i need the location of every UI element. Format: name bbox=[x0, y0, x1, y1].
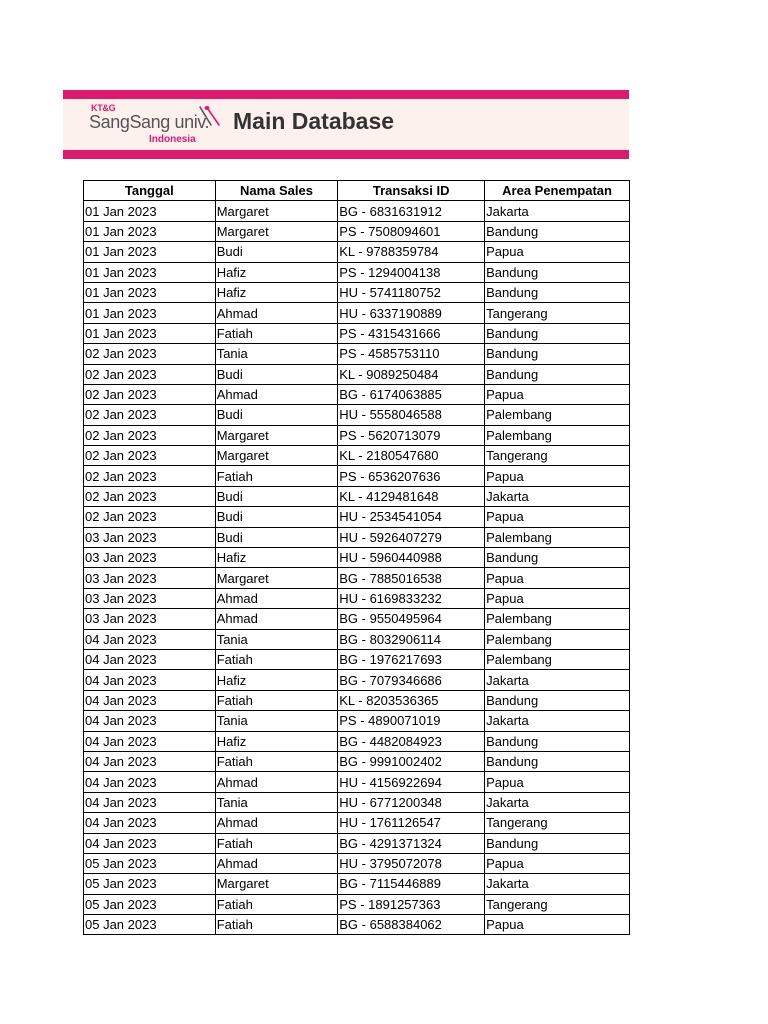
page-title: Main Database bbox=[233, 108, 395, 134]
column-header-tanggal[interactable]: Tanggal bbox=[84, 181, 216, 201]
cell-tanggal[interactable]: 02 Jan 2023 bbox=[84, 364, 216, 384]
cell-transaksi-id[interactable]: KL - 8203536365 bbox=[338, 690, 485, 710]
cell-area-penempatan[interactable]: Papua bbox=[485, 915, 630, 935]
table-row bbox=[84, 548, 630, 568]
cell-area-penempatan[interactable]: Palembang bbox=[485, 425, 630, 445]
cell-tanggal[interactable]: 01 Jan 2023 bbox=[84, 282, 216, 302]
table-row bbox=[84, 323, 630, 343]
header-banner bbox=[63, 90, 629, 159]
cell-tanggal[interactable]: 03 Jan 2023 bbox=[84, 588, 216, 608]
cell-tanggal[interactable]: 04 Jan 2023 bbox=[84, 711, 216, 731]
cell-transaksi-id[interactable]: HU - 5741180752 bbox=[338, 282, 485, 302]
cell-transaksi-id[interactable]: PS - 7508094601 bbox=[338, 221, 485, 241]
cell-area-penempatan[interactable]: Palembang bbox=[485, 527, 630, 547]
cell-transaksi-id[interactable]: PS - 5620713079 bbox=[338, 425, 485, 445]
cell-transaksi-id[interactable]: BG - 6588384062 bbox=[338, 915, 485, 935]
cell-nama-sales[interactable]: Budi bbox=[215, 405, 338, 425]
table-row bbox=[84, 670, 630, 690]
cell-tanggal[interactable]: 01 Jan 2023 bbox=[84, 303, 216, 323]
cell-tanggal[interactable]: 03 Jan 2023 bbox=[84, 548, 216, 568]
cell-nama-sales[interactable]: Hafiz bbox=[215, 548, 338, 568]
cell-nama-sales[interactable]: Ahmad bbox=[215, 853, 338, 873]
cell-nama-sales[interactable]: Ahmad bbox=[215, 772, 338, 792]
cell-transaksi-id[interactable]: KL - 4129481648 bbox=[338, 486, 485, 506]
cell-area-penempatan[interactable]: Papua bbox=[485, 588, 630, 608]
cell-transaksi-id[interactable]: HU - 3795072078 bbox=[338, 853, 485, 873]
cell-transaksi-id[interactable]: KL - 2180547680 bbox=[338, 446, 485, 466]
banner-stripe-bottom bbox=[63, 150, 629, 159]
cell-transaksi-id[interactable]: KL - 9089250484 bbox=[338, 364, 485, 384]
logo-brand: KT&G bbox=[91, 103, 116, 113]
cell-area-penempatan[interactable]: Jakarta bbox=[485, 711, 630, 731]
table-row bbox=[84, 282, 630, 302]
cell-transaksi-id[interactable]: PS - 4585753110 bbox=[338, 344, 485, 364]
sangsang-univ-logo bbox=[89, 103, 229, 147]
cell-transaksi-id[interactable]: HU - 6169833232 bbox=[338, 588, 485, 608]
column-header-nama-sales[interactable]: Nama Sales bbox=[215, 181, 338, 201]
cell-area-penempatan[interactable]: Palembang bbox=[485, 649, 630, 669]
cell-nama-sales[interactable]: Fatiah bbox=[215, 833, 338, 853]
cell-tanggal[interactable]: 01 Jan 2023 bbox=[84, 323, 216, 343]
cell-nama-sales[interactable]: Hafiz bbox=[215, 670, 338, 690]
table-row bbox=[84, 446, 630, 466]
cell-nama-sales[interactable]: Tania bbox=[215, 629, 338, 649]
cell-transaksi-id[interactable]: HU - 4156922694 bbox=[338, 772, 485, 792]
cell-nama-sales[interactable]: Fatiah bbox=[215, 915, 338, 935]
cell-area-penempatan[interactable]: Palembang bbox=[485, 405, 630, 425]
cell-nama-sales[interactable]: Fatiah bbox=[215, 751, 338, 771]
cell-area-penempatan[interactable]: Papua bbox=[485, 242, 630, 262]
table-header-row bbox=[84, 181, 630, 201]
logo-sub: Indonesia bbox=[149, 134, 196, 145]
table-row bbox=[84, 690, 630, 710]
cell-transaksi-id[interactable]: HU - 2534541054 bbox=[338, 507, 485, 527]
cell-area-penempatan[interactable]: Jakarta bbox=[485, 486, 630, 506]
cell-tanggal[interactable]: 01 Jan 2023 bbox=[84, 262, 216, 282]
cell-transaksi-id[interactable]: BG - 7885016538 bbox=[338, 568, 485, 588]
table-row bbox=[84, 711, 630, 731]
cell-tanggal[interactable]: 04 Jan 2023 bbox=[84, 690, 216, 710]
table-row bbox=[84, 792, 630, 812]
cell-area-penempatan[interactable]: Tangerang bbox=[485, 446, 630, 466]
cell-tanggal[interactable]: 05 Jan 2023 bbox=[84, 894, 216, 914]
cell-transaksi-id[interactable]: BG - 1976217693 bbox=[338, 649, 485, 669]
cell-transaksi-id[interactable]: PS - 6536207636 bbox=[338, 466, 485, 486]
table-row bbox=[84, 629, 630, 649]
column-header-area-penempatan[interactable]: Area Penempatan bbox=[485, 181, 630, 201]
cell-tanggal[interactable]: 04 Jan 2023 bbox=[84, 670, 216, 690]
cell-area-penempatan[interactable]: Papua bbox=[485, 568, 630, 588]
cell-nama-sales[interactable]: Hafiz bbox=[215, 262, 338, 282]
logo-name: SangSang univ. bbox=[89, 112, 210, 132]
cell-transaksi-id[interactable]: BG - 6174063885 bbox=[338, 384, 485, 404]
cell-transaksi-id[interactable]: HU - 5926407279 bbox=[338, 527, 485, 547]
cell-tanggal[interactable]: 02 Jan 2023 bbox=[84, 344, 216, 364]
cell-nama-sales[interactable]: Margaret bbox=[215, 874, 338, 894]
cell-tanggal[interactable]: 02 Jan 2023 bbox=[84, 425, 216, 445]
cell-transaksi-id[interactable]: BG - 7079346686 bbox=[338, 670, 485, 690]
table-row bbox=[84, 853, 630, 873]
cell-nama-sales[interactable]: Fatiah bbox=[215, 894, 338, 914]
cell-tanggal[interactable]: 04 Jan 2023 bbox=[84, 751, 216, 771]
cell-nama-sales[interactable]: Margaret bbox=[215, 201, 338, 221]
cell-nama-sales[interactable]: Fatiah bbox=[215, 466, 338, 486]
cell-area-penempatan[interactable]: Papua bbox=[485, 772, 630, 792]
cell-transaksi-id[interactable]: PS - 1294004138 bbox=[338, 262, 485, 282]
cell-area-penempatan[interactable]: Papua bbox=[485, 507, 630, 527]
cell-nama-sales[interactable]: Ahmad bbox=[215, 609, 338, 629]
cell-transaksi-id[interactable]: HU - 6771200348 bbox=[338, 792, 485, 812]
cell-area-penempatan[interactable]: Papua bbox=[485, 384, 630, 404]
cell-transaksi-id[interactable]: KL - 9788359784 bbox=[338, 242, 485, 262]
cell-area-penempatan[interactable]: Bandung bbox=[485, 751, 630, 771]
cell-area-penempatan[interactable]: Bandung bbox=[485, 344, 630, 364]
cell-transaksi-id[interactable]: PS - 1891257363 bbox=[338, 894, 485, 914]
cell-nama-sales[interactable]: Margaret bbox=[215, 568, 338, 588]
table-row bbox=[84, 201, 630, 221]
table-row bbox=[84, 221, 630, 241]
cell-nama-sales[interactable]: Ahmad bbox=[215, 384, 338, 404]
table-row bbox=[84, 915, 630, 935]
table-row bbox=[84, 364, 630, 384]
cell-transaksi-id[interactable]: BG - 9550495964 bbox=[338, 609, 485, 629]
cell-tanggal[interactable]: 02 Jan 2023 bbox=[84, 446, 216, 466]
cell-nama-sales[interactable]: Budi bbox=[215, 507, 338, 527]
table-row bbox=[84, 486, 630, 506]
cell-tanggal[interactable]: 04 Jan 2023 bbox=[84, 629, 216, 649]
cell-nama-sales[interactable]: Hafiz bbox=[215, 731, 338, 751]
cell-tanggal[interactable]: 03 Jan 2023 bbox=[84, 568, 216, 588]
cell-tanggal[interactable]: 03 Jan 2023 bbox=[84, 609, 216, 629]
cell-nama-sales[interactable]: Budi bbox=[215, 527, 338, 547]
cell-tanggal[interactable]: 02 Jan 2023 bbox=[84, 486, 216, 506]
cell-nama-sales[interactable]: Ahmad bbox=[215, 303, 338, 323]
table-row bbox=[84, 649, 630, 669]
cell-area-penempatan[interactable]: Papua bbox=[485, 853, 630, 873]
cell-nama-sales[interactable]: Tania bbox=[215, 792, 338, 812]
cell-area-penempatan[interactable]: Palembang bbox=[485, 609, 630, 629]
cell-area-penempatan[interactable]: Jakarta bbox=[485, 201, 630, 221]
cell-tanggal[interactable]: 02 Jan 2023 bbox=[84, 466, 216, 486]
cell-tanggal[interactable]: 04 Jan 2023 bbox=[84, 833, 216, 853]
cell-area-penempatan[interactable]: Bandung bbox=[485, 731, 630, 751]
cell-transaksi-id[interactable]: BG - 7115446889 bbox=[338, 874, 485, 894]
table-row bbox=[84, 772, 630, 792]
cell-area-penempatan[interactable]: Tangerang bbox=[485, 813, 630, 833]
cell-nama-sales[interactable]: Budi bbox=[215, 242, 338, 262]
cell-nama-sales[interactable]: Tania bbox=[215, 711, 338, 731]
cell-tanggal[interactable]: 01 Jan 2023 bbox=[84, 221, 216, 241]
cell-area-penempatan[interactable]: Palembang bbox=[485, 629, 630, 649]
table-body bbox=[84, 201, 630, 935]
column-header-transaksi-id[interactable]: Transaksi ID bbox=[338, 181, 485, 201]
cell-transaksi-id[interactable]: BG - 4291371324 bbox=[338, 833, 485, 853]
cell-transaksi-id[interactable]: PS - 4315431666 bbox=[338, 323, 485, 343]
cell-area-penempatan[interactable]: Bandung bbox=[485, 323, 630, 343]
cell-area-penempatan[interactable]: Bandung bbox=[485, 690, 630, 710]
cell-nama-sales[interactable]: Hafiz bbox=[215, 282, 338, 302]
cell-tanggal[interactable]: 05 Jan 2023 bbox=[84, 915, 216, 935]
cell-area-penempatan[interactable]: Bandung bbox=[485, 364, 630, 384]
cell-nama-sales[interactable]: Fatiah bbox=[215, 649, 338, 669]
cell-transaksi-id[interactable]: PS - 4890071019 bbox=[338, 711, 485, 731]
table-row bbox=[84, 609, 630, 629]
cell-area-penempatan[interactable]: Tangerang bbox=[485, 303, 630, 323]
cell-tanggal[interactable]: 05 Jan 2023 bbox=[84, 874, 216, 894]
cell-nama-sales[interactable]: Ahmad bbox=[215, 588, 338, 608]
cell-area-penempatan[interactable]: Bandung bbox=[485, 282, 630, 302]
cell-transaksi-id[interactable]: HU - 5960440988 bbox=[338, 548, 485, 568]
table-row bbox=[84, 303, 630, 323]
cell-area-penempatan[interactable]: Bandung bbox=[485, 548, 630, 568]
cell-tanggal[interactable]: 01 Jan 2023 bbox=[84, 242, 216, 262]
banner-stripe-top bbox=[63, 90, 629, 99]
table-row bbox=[84, 751, 630, 771]
table-row bbox=[84, 466, 630, 486]
table-row bbox=[84, 507, 630, 527]
cell-transaksi-id[interactable]: HU - 1761126547 bbox=[338, 813, 485, 833]
table-row bbox=[84, 527, 630, 547]
cell-area-penempatan[interactable]: Papua bbox=[485, 466, 630, 486]
cell-area-penempatan[interactable]: Bandung bbox=[485, 262, 630, 282]
cell-tanggal[interactable]: 03 Jan 2023 bbox=[84, 527, 216, 547]
cell-nama-sales[interactable]: Ahmad bbox=[215, 813, 338, 833]
cell-transaksi-id[interactable]: BG - 8032906114 bbox=[338, 629, 485, 649]
cell-tanggal[interactable]: 02 Jan 2023 bbox=[84, 384, 216, 404]
table-row bbox=[84, 405, 630, 425]
cell-area-penempatan[interactable]: Jakarta bbox=[485, 792, 630, 812]
spoon-fork-icon bbox=[197, 105, 223, 129]
cell-tanggal[interactable]: 01 Jan 2023 bbox=[84, 201, 216, 221]
table-row bbox=[84, 731, 630, 751]
cell-tanggal[interactable]: 04 Jan 2023 bbox=[84, 813, 216, 833]
cell-transaksi-id[interactable]: BG - 9991002402 bbox=[338, 751, 485, 771]
cell-nama-sales[interactable]: Margaret bbox=[215, 221, 338, 241]
cell-nama-sales[interactable]: Budi bbox=[215, 364, 338, 384]
cell-tanggal[interactable]: 04 Jan 2023 bbox=[84, 731, 216, 751]
cell-area-penempatan[interactable]: Jakarta bbox=[485, 874, 630, 894]
sales-table bbox=[83, 180, 630, 935]
cell-tanggal[interactable]: 05 Jan 2023 bbox=[84, 853, 216, 873]
table-row bbox=[84, 242, 630, 262]
cell-area-penempatan[interactable]: Bandung bbox=[485, 833, 630, 853]
cell-nama-sales[interactable]: Tania bbox=[215, 344, 338, 364]
cell-area-penempatan[interactable]: Tangerang bbox=[485, 894, 630, 914]
cell-nama-sales[interactable]: Fatiah bbox=[215, 323, 338, 343]
cell-tanggal[interactable]: 04 Jan 2023 bbox=[84, 649, 216, 669]
cell-transaksi-id[interactable]: BG - 4482084923 bbox=[338, 731, 485, 751]
cell-transaksi-id[interactable]: BG - 6831631912 bbox=[338, 201, 485, 221]
table-row bbox=[84, 568, 630, 588]
table-row bbox=[84, 425, 630, 445]
cell-nama-sales[interactable]: Budi bbox=[215, 486, 338, 506]
table-row bbox=[84, 344, 630, 364]
cell-nama-sales[interactable]: Margaret bbox=[215, 446, 338, 466]
cell-tanggal[interactable]: 04 Jan 2023 bbox=[84, 792, 216, 812]
table-row bbox=[84, 894, 630, 914]
cell-nama-sales[interactable]: Margaret bbox=[215, 425, 338, 445]
table-row bbox=[84, 874, 630, 894]
table-row bbox=[84, 384, 630, 404]
table-row bbox=[84, 588, 630, 608]
cell-nama-sales[interactable]: Fatiah bbox=[215, 690, 338, 710]
table-row bbox=[84, 813, 630, 833]
table-row bbox=[84, 833, 630, 853]
cell-transaksi-id[interactable]: HU - 6337190889 bbox=[338, 303, 485, 323]
cell-tanggal[interactable]: 04 Jan 2023 bbox=[84, 772, 216, 792]
cell-area-penempatan[interactable]: Jakarta bbox=[485, 670, 630, 690]
cell-area-penempatan[interactable]: Bandung bbox=[485, 221, 630, 241]
table-row bbox=[84, 262, 630, 282]
cell-tanggal[interactable]: 02 Jan 2023 bbox=[84, 405, 216, 425]
cell-transaksi-id[interactable]: HU - 5558046588 bbox=[338, 405, 485, 425]
cell-tanggal[interactable]: 02 Jan 2023 bbox=[84, 507, 216, 527]
